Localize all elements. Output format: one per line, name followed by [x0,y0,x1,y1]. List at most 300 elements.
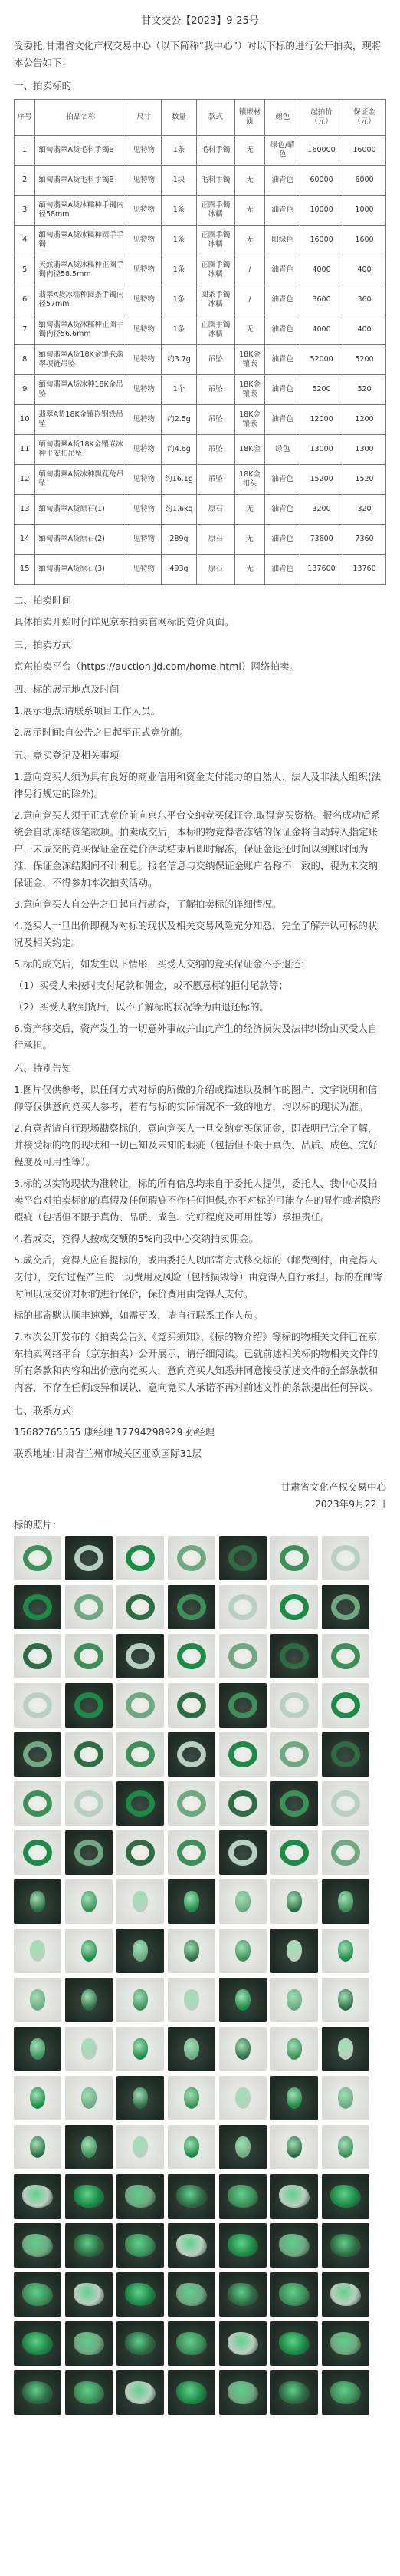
table-cell: 14 [15,525,35,555]
jade-rough-photo [116,2272,164,2317]
jade-pendant-photo [65,2027,113,2071]
jade-rough-photo [270,2272,318,2317]
jade-rough-icon [125,2283,156,2306]
table-row [15,345,386,375]
jade-bangle-photo [270,1732,318,1777]
jade-pendant-icon [287,1989,302,2011]
table-cell: 见特物 [126,465,162,495]
jade-rough-photo [219,2223,267,2268]
jade-rough-photo [219,2174,267,2219]
jade-rough-icon [176,2283,207,2306]
table-cell: 493g [162,555,197,585]
table-row [15,196,386,226]
jade-bangle-photo [14,1634,61,1678]
jade-rough-photo [322,2174,369,2219]
jade-bangle-icon [177,1840,206,1866]
jade-bangle-photo [14,1585,61,1629]
jade-rough-icon [125,2381,156,2404]
jade-bangle-icon [74,1643,103,1669]
table-cell: 油青色 [265,255,300,285]
column-header: 保证金（元） [343,100,386,136]
table-cell: 无 [234,136,265,166]
registration-item-2: 2.意向竞买人须于正式竞价前向京东平台交纳竞买保证金,取得竞买资格。报名成功后系统会自动冻结该笔款项。拍卖成交后，本标的物竞得者冻结的保证金将自动转入指定账户，未成交的竞买保证金在竞价活动结束后即时解冻，保证金退还时间以到账时间为准，保证金冻结期间不计利息。报名信息与交纳保证金账户名称不一致的，视为未交纳保证金，不得参加本次拍卖活动。 [14,809,381,888]
jade-bangle-icon [331,1790,360,1817]
jade-rough-photo [219,2272,267,2317]
jade-pendant-photo [270,1879,318,1924]
column-header: 款式 [196,100,234,136]
table-cell: 5 [15,255,35,285]
jade-bangle-photo [116,1732,164,1777]
table-cell: 正圈手镯冰糯 [196,255,234,285]
table-cell: 约3.7g [162,345,197,375]
jade-bangle-photo [168,1732,215,1777]
table-cell: 16000 [300,226,343,255]
display-time-text: 2.展示时间:自公告之日起至正式竞价前。 [14,726,189,738]
jade-pendant-photo [116,1929,164,1973]
jade-pendant-icon [81,1940,97,1962]
jade-rough-photo [14,2370,61,2415]
table-cell: 吊坠 [196,405,234,435]
table-row [15,405,386,435]
jade-pendant-photo [219,2076,267,2120]
jade-rough-photo [322,2370,369,2415]
table-cell: 缅甸翡翠A货冰糯种手镯内径58mm [35,196,126,226]
jade-rough-photo [322,2223,369,2268]
jade-rough-photo [270,2223,318,2268]
jade-bangle-icon [177,1545,206,1571]
jade-bangle-icon [228,1840,257,1866]
jade-rough-icon [74,2185,104,2208]
jade-rough-icon [74,2234,104,2257]
jade-rough-icon [22,2283,53,2306]
jade-bangle-icon [228,1594,257,1620]
jade-rough-photo [65,2174,113,2219]
notice-item-1: 1.图片仅供参考，以任何方式对标的所做的介绍或描述以及制作的图片、文字说明和信仰等仅供意向竞买人参考，若有与标的实际情况不一致的地方，均以标的现状为准。 [14,1084,378,1112]
photos-label: 标的照片： [14,1519,62,1530]
section-heading-notice: 六、特别告知 [14,1062,72,1074]
table-cell: 缅甸翡翠A货原石(2) [35,525,126,555]
jade-pendant-icon [235,2087,251,2109]
column-header: 尺寸 [126,100,162,136]
jade-pendant-photo [322,2125,369,2169]
jade-pendant-icon [235,2136,251,2158]
table-cell: 见特物 [126,405,162,435]
table-cell: 1000 [343,196,386,226]
table-cell: 缅甸翡翠A货毛料手镯B [35,136,126,166]
jade-pendant-icon [133,2136,148,2158]
table-cell: 15 [15,555,35,585]
table-row [15,375,386,405]
jade-pendant-icon [133,1989,148,2011]
jade-bangle-icon [74,1594,103,1620]
jade-bangle-photo [322,1683,369,1728]
jade-rough-icon [22,2185,53,2208]
section-heading-method: 三、拍卖方式 [14,639,72,651]
table-header-row [15,100,386,136]
auction-time-text: 具体拍卖开始时间详见京东拍卖官网标的竞价页面。 [14,616,234,628]
table-cell: 7360 [343,525,386,555]
jade-pendant-icon [133,2087,148,2109]
jade-bangle-icon [228,1545,257,1571]
jade-bangle-icon [280,1790,309,1817]
table-cell: 10 [15,405,35,435]
jade-bangle-icon [177,1741,206,1767]
jade-bangle-icon [126,1545,155,1571]
jade-bangle-photo [322,1830,369,1875]
table-cell: 52000 [300,345,343,375]
jade-pendant-icon [287,2136,302,2158]
jade-pendant-icon [184,2038,199,2060]
jade-pendant-photo [116,1978,164,2022]
table-cell: 3600 [300,285,343,315]
photo-grid [14,1536,386,2415]
jade-bangle-icon [331,1840,360,1866]
jade-bangle-icon [23,1594,52,1620]
jade-bangle-photo [116,1781,164,1826]
jade-rough-photo [168,2223,215,2268]
jade-pendant-photo [65,2125,113,2169]
jade-rough-photo [270,2321,318,2366]
jade-rough-icon [176,2234,207,2257]
table-cell: 15200 [300,465,343,495]
jade-bangle-icon [177,1692,206,1718]
signature-date: 2023年9月22日 [314,1498,386,1510]
jade-bangle-photo [116,1634,164,1678]
table-cell: 1条 [162,196,197,226]
table-cell: 原石 [196,555,234,585]
table-cell: 73600 [300,525,343,555]
column-header: 数量 [162,100,197,136]
jade-bangle-photo [270,1585,318,1629]
jade-pendant-photo [219,2125,267,2169]
jade-rough-photo [219,2370,267,2415]
jade-pendant-photo [14,1978,61,2022]
column-header: 颜色 [265,100,300,136]
table-cell: 400 [343,315,386,345]
jade-pendant-photo [116,1879,164,1924]
jade-bangle-icon [126,1840,155,1866]
jade-rough-icon [279,2185,310,2208]
table-cell: 见特物 [126,495,162,525]
table-cell: 缅甸翡翠A货冰种飘花兔吊坠 [35,465,126,495]
jade-rough-photo [14,2321,61,2366]
jade-rough-photo [65,2321,113,2366]
table-cell: 1300 [343,435,386,465]
jade-rough-photo [322,2321,369,2366]
jade-pendant-photo [219,1879,267,1924]
jade-bangle-photo [219,1634,267,1678]
table-cell: 12000 [300,405,343,435]
jade-bangle-icon [23,1840,52,1866]
jade-bangle-icon [280,1643,309,1669]
jade-rough-icon [228,2234,258,2257]
table-cell: 缅甸翡翠A货毛料手镯B [35,166,126,196]
jade-bangle-icon [228,1692,257,1718]
jade-pendant-photo [270,2076,318,2120]
table-cell: 翡翠A货冰糯种圆条手镯内径57mm [35,285,126,315]
table-row [15,555,386,585]
jade-pendant-photo [219,1978,267,2022]
jade-bangle-photo [270,1781,318,1826]
jade-pendant-icon [30,2038,45,2060]
jade-bangle-photo [270,1683,318,1728]
jade-pendant-icon [338,2136,353,2158]
jade-bangle-icon [23,1741,52,1767]
jade-rough-icon [228,2381,258,2404]
table-row [15,525,386,555]
jade-pendant-photo [65,1929,113,1973]
table-cell: 缅甸翡翠A货冰糯种圆手手镯 [35,226,126,255]
table-cell: 原石 [196,525,234,555]
jade-rough-photo [116,2174,164,2219]
jade-rough-photo [168,2370,215,2415]
jade-bangle-photo [219,1781,267,1826]
jade-rough-photo [219,2321,267,2366]
table-cell: 1520 [343,465,386,495]
jade-bangle-icon [126,1643,155,1669]
table-cell: 正圈手镯冰糯 [196,226,234,255]
jade-bangle-icon [228,1741,257,1767]
jade-pendant-icon [235,1940,251,1962]
table-cell: 18K金扣头 [234,465,265,495]
table-cell: 天然翡翠A货冰糯种正圈手镯内径58.5mm [35,255,126,285]
jade-bangle-photo [219,1585,267,1629]
jade-bangle-icon [23,1692,52,1718]
table-row [15,495,386,525]
table-cell: 见特物 [126,166,162,196]
jade-bangle-photo [219,1536,267,1580]
notice-item-3: 3.标的以实物现状为准转让，标的所有信息均来自于委托人提供，委托人、我中心及拍卖平台对拍卖标的的真假及任何瑕疵不作任何担保,亦不对标的可能存在的显性或者隐形瑕疵（包括但不限于真伪、品质、成色、完好程度及可用性等）承担责任。 [14,1178,381,1223]
jade-rough-icon [228,2185,258,2208]
jade-bangle-photo [168,1536,215,1580]
jade-rough-icon [22,2332,53,2355]
section-heading-contact: 七、联系方式 [14,1405,72,1416]
jade-pendant-photo [168,2125,215,2169]
notice-item-7: 7.本次公开发布的《拍卖公告》、《竞买须知》、《标的物介绍》等标的物相关文件已在京东拍卖网络平台（京东拍卖）公开展示，请仔细阅读。已就前述相关标的物相关文件的所有条款和内容和出价意向竞买人，意向竞买人知悉并同意接受前述文件的全部条款和内容，不存在任何歧异和误认，意向竞买人承诺不再对前述文件的条款提出任何异议。 [14,1331,379,1393]
table-cell: 9 [15,375,35,405]
jade-pendant-photo [270,1978,318,2022]
notice-item-2: 2.有意者请自行现场勘察标的，意向竞买人一旦交纳竞买保证金，即表明已完全了解，并接受标的物的现状和一切已知及未知的瑕疵（包括但不限于真伪、品质、成色、完好程度及可用性等）。 [14,1122,379,1168]
jade-bangle-icon [177,1594,206,1620]
jade-bangle-photo [322,1536,369,1580]
table-cell: 见特物 [126,345,162,375]
jade-pendant-photo [270,2027,318,2071]
jade-bangle-photo [14,1830,61,1875]
jade-pendant-icon [133,1891,148,1912]
jade-rough-icon [279,2283,310,2306]
jade-bangle-photo [219,1683,267,1728]
jade-bangle-icon [331,1692,360,1718]
jade-pendant-photo [219,2027,267,2071]
table-cell: 见特物 [126,255,162,285]
table-cell: 正圈手镯冰糯 [196,315,234,345]
table-cell: 5200 [300,375,343,405]
table-cell: 绿色 [265,435,300,465]
jade-pendant-icon [235,1891,251,1912]
table-cell: 缅甸翡翠A货18K金镶嵌翡翠项链吊坠 [35,345,126,375]
jade-rough-photo [116,2370,164,2415]
table-cell: 4000 [300,315,343,345]
table-cell: 3 [15,196,35,226]
jade-pendant-icon [81,2136,97,2158]
jade-bangle-icon [74,1692,103,1718]
table-cell: 油青色 [265,495,300,525]
table-cell: 缅甸翡翠A货原石(3) [35,555,126,585]
jade-bangle-icon [228,1643,257,1669]
jade-bangle-photo [14,1781,61,1826]
jade-rough-icon [279,2332,310,2355]
table-cell: 289g [162,525,197,555]
jade-pendant-icon [235,1989,251,2011]
jade-rough-photo [168,2174,215,2219]
jade-bangle-icon [23,1790,52,1817]
table-cell: 1200 [343,405,386,435]
table-cell: 4 [15,226,35,255]
table-cell: 1 [15,136,35,166]
table-cell: 2 [15,166,35,196]
jade-pendant-photo [168,2027,215,2071]
jade-pendant-icon [184,1891,199,1912]
table-cell: 1条 [162,285,197,315]
jade-rough-icon [176,2185,207,2208]
jade-bangle-photo [168,1830,215,1875]
jade-pendant-icon [184,1989,199,2011]
table-cell: 约1.6kg [162,495,197,525]
jade-rough-icon [330,2332,361,2355]
jade-pendant-icon [287,2087,302,2109]
jade-pendant-photo [116,2076,164,2120]
jade-bangle-icon [228,1790,257,1817]
table-cell: 油青色 [265,555,300,585]
jade-bangle-photo [168,1683,215,1728]
jade-rough-photo [65,2370,113,2415]
column-header: 拍品名称 [35,100,126,136]
jade-rough-icon [74,2381,104,2404]
table-row [15,315,386,345]
jade-bangle-icon [177,1643,206,1669]
jade-pendant-icon [338,2038,353,2060]
jade-pendant-icon [338,1891,353,1912]
jade-rough-icon [22,2381,53,2404]
table-cell: 油青色 [265,525,300,555]
jade-pendant-photo [14,2027,61,2071]
jade-bangle-photo [14,1536,61,1580]
jade-pendant-photo [322,2076,369,2120]
jade-pendant-photo [168,2076,215,2120]
table-row [15,255,386,285]
table-cell: 无 [234,166,265,196]
jade-bangle-photo [322,1585,369,1629]
jade-bangle-icon [126,1692,155,1718]
jade-pendant-icon [133,1940,148,1962]
jade-bangle-icon [23,1545,52,1571]
jade-rough-icon [176,2381,207,2404]
table-cell: 见特物 [126,226,162,255]
jade-bangle-icon [280,1545,309,1571]
table-cell: 400 [343,255,386,285]
table-cell: 见特物 [126,525,162,555]
jade-rough-photo [270,2174,318,2219]
table-cell: 翡翠A货18K金镶嵌钢铁吊坠 [35,405,126,435]
section-heading-lots: 一、拍卖标的 [14,80,72,91]
table-cell: 见特物 [126,435,162,465]
table-cell: 无 [234,196,265,226]
table-cell: 约2.5g [162,405,197,435]
table-cell: / [234,285,265,315]
table-cell: 缅甸翡翠A货冰糯种正圈手镯内径56.6mm [35,315,126,345]
registration-item-5: 5.标的成交后，如发生以下情形，买受人交纳的竞买保证金不予退还： [14,958,310,970]
jade-rough-photo [168,2272,215,2317]
table-cell: 1条 [162,255,197,285]
table-cell: 油青色 [265,465,300,495]
contact-phones: 15682765555 康经理 17794298929 孙经理 [14,1426,215,1438]
jade-bangle-icon [126,1741,155,1767]
table-cell: 圆条手镯冰糯 [196,285,234,315]
jade-pendant-photo [116,2125,164,2169]
table-cell: 1条 [162,226,197,255]
notice-item-4: 4.若成交，竞得人按成交额的5%向我中心交纳拍卖佣金。 [14,1233,259,1244]
jade-pendant-photo [14,1879,61,1924]
jade-pendant-icon [235,2038,251,2060]
table-cell: 1条 [162,136,197,166]
jade-rough-photo [14,2272,61,2317]
jade-bangle-icon [331,1545,360,1571]
table-cell: 6 [15,285,35,315]
table-cell: 约16.1g [162,465,197,495]
jade-bangle-icon [280,1692,309,1718]
jade-bangle-icon [126,1790,155,1817]
jade-rough-icon [330,2185,361,2208]
table-cell: 18K金镶嵌 [234,405,265,435]
jade-pendant-photo [168,1978,215,2022]
jade-rough-photo [65,2272,113,2317]
jade-bangle-photo [116,1683,164,1728]
jade-bangle-photo [65,1781,113,1826]
jade-bangle-photo [14,1732,61,1777]
jade-bangle-photo [219,1732,267,1777]
jade-pendant-photo [322,1879,369,1924]
jade-pendant-photo [168,1929,215,1973]
jade-bangle-photo [65,1585,113,1629]
table-cell: 60000 [300,166,343,196]
intro-paragraph: 受委托,甘肃省文化产权交易中心（以下简称“我中心”）对以下标的进行公开拍卖，现将本公告如下： [14,40,382,68]
column-header: 镶嵌材质 [234,100,265,136]
jade-rough-icon [176,2332,207,2355]
notice-item-6: 标的邮寄默认顺丰速递，如需更改，请自行联系工作人员。 [14,1309,264,1321]
jade-pendant-icon [81,2038,97,2060]
table-cell: 见特物 [126,555,162,585]
jade-bangle-photo [322,1781,369,1826]
table-cell: 原石 [196,495,234,525]
jade-bangle-photo [168,1781,215,1826]
notice-item-5: 5.成交后，竞得人应自提标的，或由委托人以邮寄方式移交标的（邮费到付，由竞得人支付），交付过程产生的一切费用及风险（包括损毁等）由竞得人自行承担。标的在邮寄时间以成交价对标的进行保价，保价费用由竞得人支付。 [14,1254,383,1300]
jade-rough-icon [330,2234,361,2257]
registration-item-1: 1.意向竞买人须为具有良好的商业信用和资金支付能力的自然人、法人及非法人组织(法律另行规定的除外)。 [14,771,382,799]
table-cell: 缅甸翡翠A货18K金镶嵌冰种平安扣吊坠 [35,435,126,465]
table-cell: 1块 [162,166,197,196]
table-cell: 13000 [300,435,343,465]
table-cell: 阳绿色 [265,226,300,255]
table-cell: 缅甸翡翠A货冰种18K金吊坠 [35,375,126,405]
table-cell: 见特物 [126,315,162,345]
jade-rough-icon [330,2283,361,2306]
table-cell: 油青色 [265,285,300,315]
jade-pendant-icon [30,2136,45,2158]
lots-table [14,99,386,585]
table-cell: 油青色 [265,166,300,196]
jade-pendant-icon [30,1891,45,1912]
jade-bangle-icon [280,1840,309,1866]
